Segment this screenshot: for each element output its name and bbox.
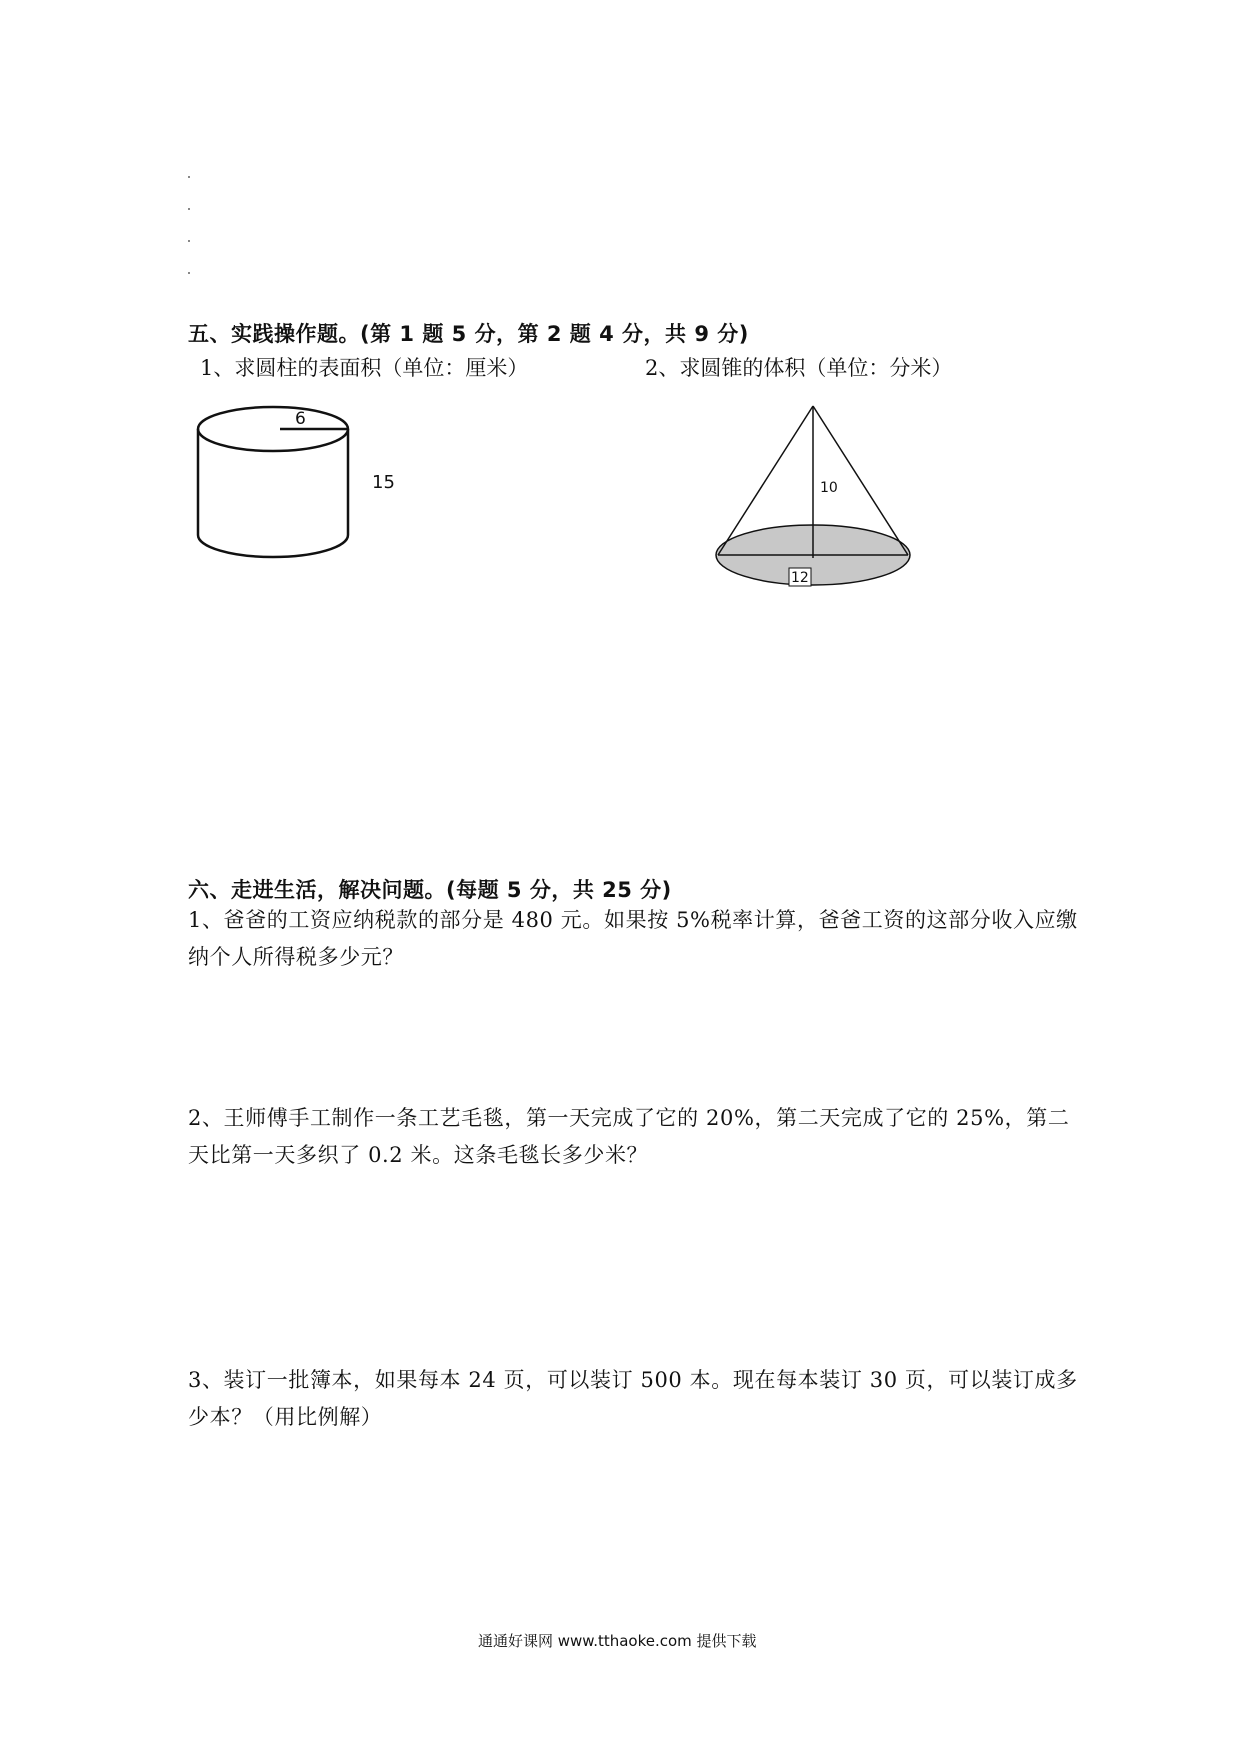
problem-1: 1、爸爸的工资应纳税款的部分是 480 元。如果按 5%税率计算，爸爸工资的这部分收入应缴纳个人所得税多少元？ <box>188 908 1078 969</box>
section-5-title: 五、实践操作题。(第 1 题 5 分，第 2 题 4 分，共 9 分) <box>188 322 749 346</box>
question-2-label: 2、求圆锥的体积（单位：分米） <box>645 356 953 380</box>
scan-dot <box>188 272 190 274</box>
scan-dot <box>188 176 190 178</box>
cylinder-radius-label: 6 <box>295 409 306 429</box>
cone-figure <box>710 400 935 600</box>
cylinder-figure <box>190 395 420 575</box>
cylinder-height-label: 15 <box>372 472 395 493</box>
cone-height-label: 10 <box>820 480 838 496</box>
question-1-label: 1、求圆柱的表面积（单位：厘米） <box>200 356 529 380</box>
cone-diameter-label: 12 <box>791 570 809 586</box>
scan-dot <box>188 240 190 242</box>
section-6-title: 六、走进生活，解决问题。(每题 5 分，共 25 分) <box>188 878 672 902</box>
cylinder-bottom-arc <box>198 535 348 557</box>
scan-dot <box>188 208 190 210</box>
problem-2: 2、王师傅手工制作一条工艺毛毯，第一天完成了它的 20%，第二天完成了它的 25%，第二天比第一天多织了 0.2 米。这条毛毯长多少米？ <box>188 1106 1070 1167</box>
problem-3: 3、装订一批簿本，如果每本 24 页，可以装订 500 本。现在每本装订 30 页，可以装订成多少本？（用比例解） <box>188 1368 1078 1429</box>
footer-text: 通通好课网 www.tthaoke.com 提供下载 <box>478 1632 757 1650</box>
